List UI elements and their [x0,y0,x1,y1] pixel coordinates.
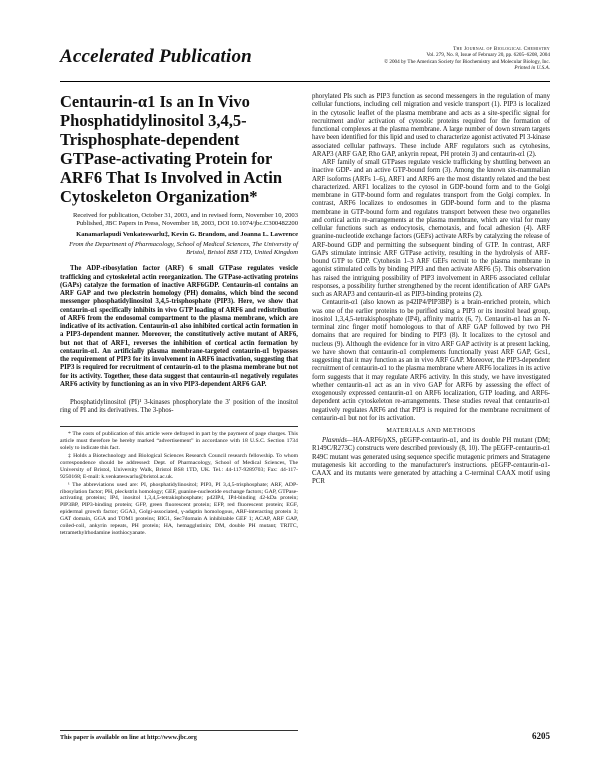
page-header [60,46,550,80]
footnote-costs: * The costs of publication of this article were defrayed in part by the payment of page charges. This article must therefore be hereby marked “advertisement” in accordance with 18 U.S.C. Section 1734 solely to indicate this fact. [60,431,298,452]
methods-label: Plasmids— [322,437,353,444]
volume-line: Vol. 279, No. 8, Issue of February 20, pp. 6205–6208, 2004 [426,52,550,59]
header-rule [60,81,550,82]
body-paragraph-3: Centaurin-α1 (also known as p42IP4/PIP3BP) is a brain-enriched protein, which was one of the earlier proteins to be purified using a PIP3 or its inositol head group, inositol 1,3,4,5-tetrakisphosphate (IP4), affinity matrix (6, 7). Centaurin-α1 has an N-terminal zinc finger motif homologous to that of ARF GAP followed by two PH domains that are required for binding to PIP3 (8). It localizes to the cytosol and nucleus (9). Although the evidence for in vitro ARF GAP activity is at present lacking, we have shown that centaurin-α1 complements functionally yeast ARF GAP, Gcs1, suggesting that it may function as an in vivo ARF GAP. Moreover, the PIP3-dependent recruitment of centaurin-α1 to the plasma membrane where ARF6 localizes in its active form suggests that it may regulate ARF6 activity. In this study, we have investigated whether centaurin-α1 act as an in vivo GAP for ARF6 by assessing the effect of exogenously expressed centaurin-α1 on ARF6 localization, GTP loading, and ARF6-dependent actin cytoskeleton re-arrangements. These studies reveal that centaurin-α1 negatively regulates ARF6 and that PIP3 is required for the membrane recruitment of centaurin-α1 but not for its activation. [312,299,550,422]
article-title: Centaurin-α1 Is an In Vivo Phosphatidylinositol 3,4,5-Trisphosphate-dependent GTPase-activating Protein for ARF6 That Is Involved in Actin Cytoskeleton Organization* [60,92,283,206]
methods-paragraph [312,437,550,487]
received-dates: Received for publication, October 31, 2003, and in revised form, November 10, 2003 [72,212,298,219]
footer-availability: This paper is available on line at http://www.jbc.org [60,734,197,741]
right-column [312,93,550,487]
printed-line: Printed in U.S.A. [514,65,550,72]
footer-rule [60,730,298,731]
published-info: Published, JBC Papers in Press, November 18, 2003, DOI 10.1074/jbc.C300482200 [76,220,298,228]
page-number: 6205 [532,731,550,741]
authors: Kanamarlapudi Venkateswarlu‡, Kevin G. Brandom, and Joanna L. Lawrence [76,230,298,238]
journal-info [384,46,550,72]
footnote-correspondence: ‡ Holds a Biotechnology and Biological Sciences Research Council research fellowship. To whom correspondence should be addressed: Dept. of Pharmacology, School of Medical Sciences, The University of Bristol, University Walk, Bristol BS8 1TD, UK. Tel.: 44-117-9289703; Fax: 44-117-9250168; E-mail: k.venkateswarlu@bristol.ac.uk. [60,453,298,480]
footnotes [60,431,298,537]
methods-text: HA-ARF6/pXS, pEGFP-centaurin-α1, and its double PH mutant (DM; R149C/R273C) constructs were described previously (8, 10). The pEGFP-centaurin-α1 R49C mutant was generated using sequence specific mutagenic primers and Stratagene mutagenesis kit according to the manufacturer's instructions. pEGFP-centaurin-α1-CAAX and its mutants were generated by attaching a C-terminal CAAX motif using PCR [312,437,550,486]
section-heading: MATERIALS AND METHODS [386,427,476,434]
copyright-line: © 2004 by The American Society for Biochemistry and Molecular Biology, Inc. [384,58,550,65]
body-paragraph-2: ARF family of small GTPases regulate vesicle trafficking by shuttling between an inactive GDP- and an active GTP-bound form (3). Among the known six-mammalian ARF isoforms (ARFs 1–6), ARF1 and ARF6 are the most distantly related and the best characterized. ARF1 localizes to the cytosol in GDP-bound form and to the Golgi membrane in GTP-bound form and regulates transport from the Golgi complex. In contrast, ARF6 localizes to endosomes in GDP-bound form and to the plasma membrane in GTP-bound form and regulates transport between these two organelles and cortical actin re-arrangements at the plasma membrane, which are vital for many cellular functions such as endocytosis, chemotaxis, and focal adhesion (4). ARF guanine-nucleotide exchange factors (GEFs) activate ARFs by catalyzing the release of ARF-bound GDP and permitting the subsequent binding of GTP. In contrast, ARF GAPs stimulate intrinsic ARF GTPase activity, resulting in the hydrolysis of ARF-bound GTP to GDP. Cytohesin 1–3 ARF GEFs recruit to the plasma membrane in agonist stimulated cells by binding PIP3 and then activate ARF6 (5). This observation has raised the intriguing possibility of PIP3 involvement in ARF6 associated cellular responses, a possibility further strengthened by the recent identification of ARF GAPs such as ARAP3 and centaurin-α1 as PIP3-binding proteins (2). [312,159,550,298]
affiliation: From the Department of Pharmacology, School of Medical Sciences, The University of Bristol, Bristol BS8 1TD, United Kingdom [69,240,298,257]
abstract: The ADP-ribosylation factor (ARF) 6 small GTPase regulates vesicle trafficking and cytoskeletal actin reorganization. The GTPase-activating proteins (GAPs) catalyze the formation of inactive ARF6GDP. Centaurin-α1 contains an ARF GAP and two pleckstrin homology (PH) domains, which bind the second messenger phosphatidylinositol 3,4,5-trisphosphate (PIP3). Here, we show that centaurin-α1 specifically inhibits in vivo GTP loading of ARF6 and redistribution of ARF6 from the endosomal compartment to the plasma membrane, which are indicative of its activation. Centaurin-α1 also inhibited cortical actin formation in a PIP3-dependent manner. Moreover, the constitutively active mutant of ARF6, but not that of ARF1, reverses the inhibition of cortical actin formation by centaurin-α1. An artificially plasma membrane-targeted centaurin-α1 bypasses the requirement of PIP3 for its involvement in ARF6 inactivation, suggesting that PIP3 is required for recruitment of centaurin-α1 to the plasma membrane but not for its activity. Together, these data suggest that centaurin-α1 negatively regulates ARF6 activity by functioning as an in vivo PIP3-dependent ARF6 GAP. [60,265,298,388]
footnote-rule [60,426,298,427]
body-paragraph-1: phorylated PIs such as PIP3 function as second messengers in the regulation of many cellular functions, including cell migration and vesicle transport (1). PIP3 is localized in the cytosolic leaflet of the plasma membrane and acts as a site-specific signal for recruitment and/or activation of cytosolic proteins required for the formation of functional complexes at the plasma membrane. A large number of down stream targets have been identified for this lipid and used to characterize agonist activated PI 3-kinase associated cellular pathways. These include ARF regulators such as cytohesins, ARAP3 (ARF GAP, Rho GAP, ankyrin repeat, PH protein 3) and centaurin-α1 (2). [312,93,550,158]
left-column [60,92,298,538]
journal-name: The Journal of Biological Chemistry [453,46,550,52]
accelerated-publication-banner: Accelerated Publication [60,46,252,67]
footnote-abbreviations: ¹ The abbreviations used are: PI, phosphatidylinositol; PIP3, PI 3,4,5-trisphosphate; ARF, ADP-ribosylation factor; PH, pleckstrin homology; GEF, guanine-nucleotide exchange factors; GAP, GTPase-activating proteins; IP4, inositol 1,3,4,5-tetrakisphosphate; p42IP4, IP4-binding 42-kDa protein; PIP3BP, PIP3-binding protein; GFP, green fluorescent protein; EFP, red fluorescent protein; EGF, epidermal growth factor; GGA3, Golgi-associated, γ-adaptin homologous, ARF-interacting protein 3; GAT domain, GGA and TOM1 proteins; BIG1, Sec7domain A inhibitable GEF 1; ACAP, ARF GAP, coiled-coil, ankyrin repeats, PH protein; HA, hemagglutinin; DM, double PH mutant; TRITC, tetramethylrhodamine isothiocyanate. [60,481,298,537]
intro-paragraph: Phosphatidylinositol (PI)¹ 3-kinases phosphorylate the 3′ position of the inositol ring of PI and its derivatives. The 3-phos- [60,399,298,415]
